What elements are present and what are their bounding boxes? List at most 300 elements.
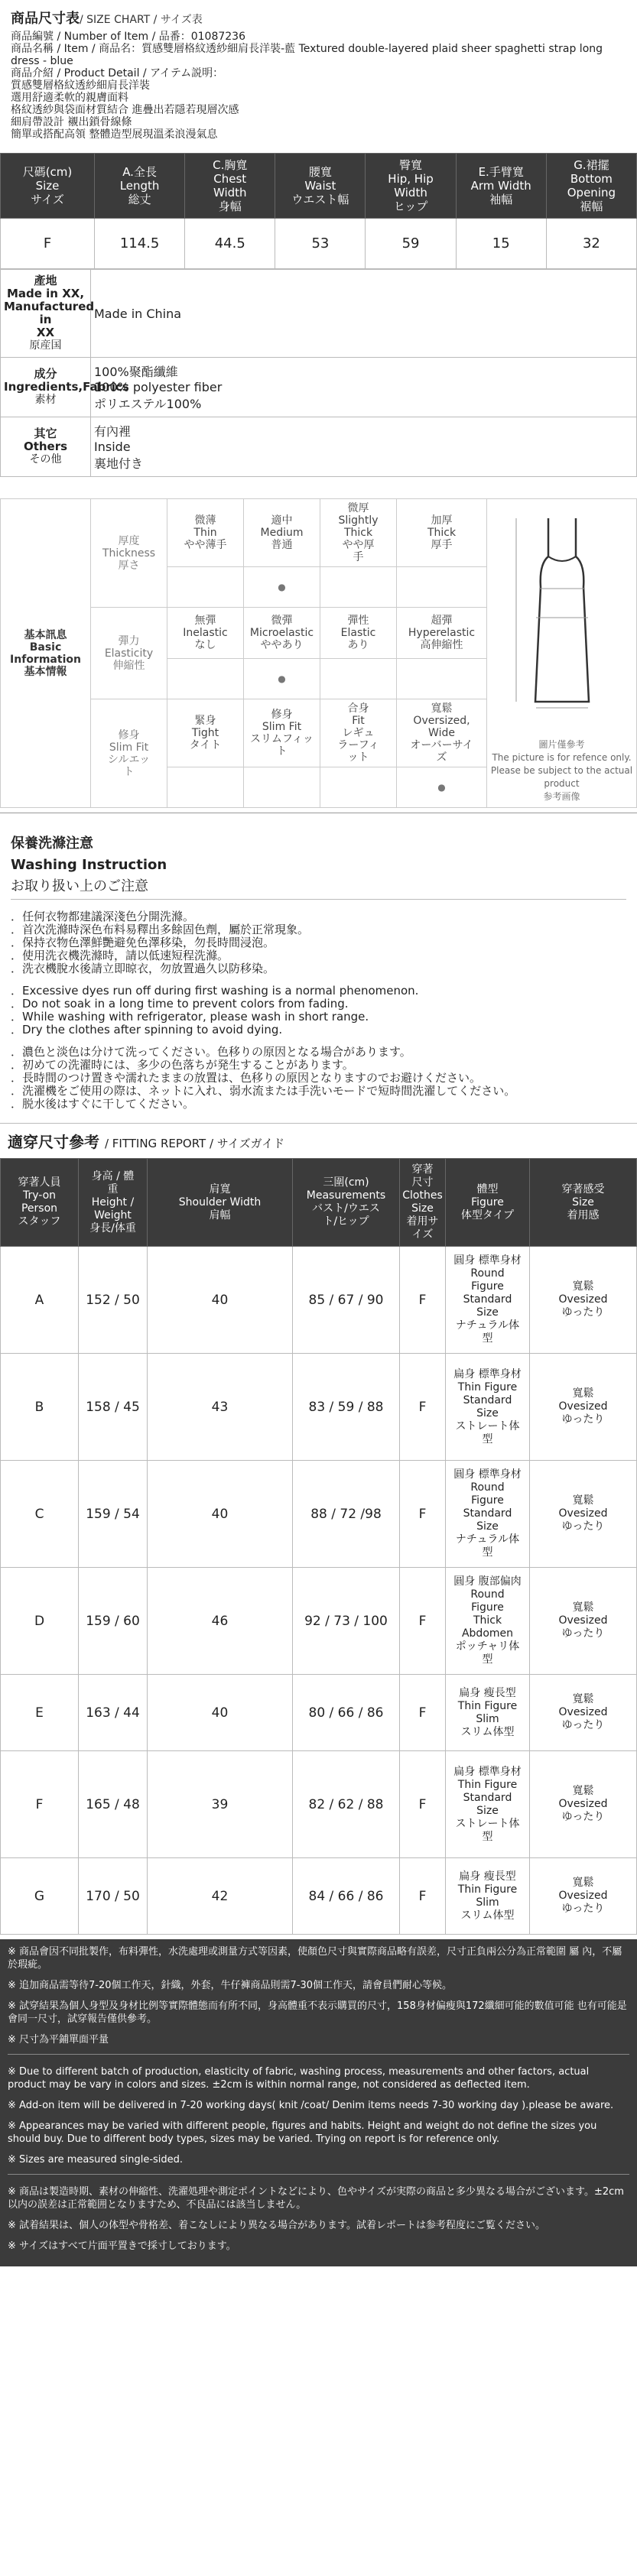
basic-dot-cell (167, 659, 244, 699)
text-line: G.裙擺 (574, 158, 609, 172)
text-line: 基本情報 (24, 665, 67, 678)
size-header-cell (1, 154, 95, 219)
detail-value (91, 358, 637, 417)
text-line: ット (347, 751, 369, 764)
text-line: Figure (471, 1280, 504, 1293)
basic-option (320, 699, 397, 767)
fitting-measure: 88 / 72 /98 (293, 1461, 400, 1568)
basic-option (397, 608, 487, 659)
text-line: product (544, 778, 580, 789)
text-line: Inelastic (183, 627, 228, 639)
fitting-row (1, 1354, 637, 1461)
text-line: 三圍(cm) (323, 1176, 369, 1189)
text-line: 寬鬆 (572, 1693, 594, 1705)
size-value-cell: 53 (275, 219, 366, 269)
dress-diagram-icon (501, 503, 623, 732)
text-line: A.全長 (122, 165, 157, 179)
size-header-cell (185, 154, 275, 219)
text-line: 身長/体重 (89, 1221, 136, 1234)
text-line: Arm Width (470, 179, 531, 193)
fitting-header-cell (446, 1159, 530, 1247)
text-line: 寬鬆 (431, 702, 453, 715)
text-line: 型 (482, 1546, 493, 1559)
note-line: ※ Appearances may be varied with different people, figures and habits. Height and weight do not define the sizes you should buy. Due to different body types, sizes may be varied. Trying on report is for reference only. (8, 2120, 597, 2145)
note-line: ※ 尺寸為平鋪單面平量 (8, 2034, 109, 2046)
size-value-cell: F (1, 219, 95, 269)
text-line: ナチュラル体 (455, 1319, 520, 1332)
detail-key-line: 成分 (34, 367, 57, 381)
detail-value (91, 417, 637, 477)
text-line: 高伸縮性 (420, 639, 463, 651)
note-line: ※ 試着結果は、個人の体型や骨格差、着こなしにより異なる場合があります。試着レポートは参考程度にご覧ください。 (8, 2220, 545, 2231)
fitting-shoulder: 39 (148, 1751, 293, 1858)
basic-option (397, 499, 487, 567)
fitting-feel (530, 1858, 637, 1935)
fitting-measure: 83 / 59 / 88 (293, 1354, 400, 1461)
text-line: Abdomen (461, 1627, 514, 1640)
basic-option (244, 499, 320, 567)
text-line: 圓身 標準身材 (453, 1468, 522, 1481)
text-line: 厚手 (431, 539, 453, 551)
detail-key-line: XX (36, 326, 55, 339)
detail-key (1, 270, 95, 358)
fitting-hw: 159 / 60 (79, 1568, 148, 1675)
text-line: ポッチャリ体 (455, 1640, 520, 1653)
selected-dot-icon: ● (278, 582, 286, 592)
fitting-feel (530, 1568, 637, 1675)
detail-key-line: Made in XX, (6, 287, 85, 300)
basic-option (167, 499, 244, 567)
detail-key (1, 358, 129, 417)
text-line: スリム体型 (460, 1725, 515, 1738)
size-value-cell: 15 (456, 219, 546, 269)
detail-key-line: その他 (29, 453, 62, 466)
fitting-size: F (400, 1751, 446, 1858)
notes-en (8, 2065, 629, 2166)
text-line: 有內裡 (94, 424, 132, 439)
text-line: 体型タイプ (460, 1209, 515, 1221)
text-line: 選用舒適柔軟的親膚面料 (11, 92, 128, 104)
text-line: 圓身 標準身材 (453, 1254, 522, 1267)
text-line: Basic (29, 641, 62, 654)
text-line: 型 (482, 1653, 493, 1666)
basic-dot-cell (167, 767, 244, 808)
selected-dot-icon: ● (278, 673, 286, 684)
washing-line: ．洗濯機をご使用の際は、ネットに入れ、弱水流または手洗いモードで短時間洗濯してください。 (11, 1084, 516, 1098)
fitting-hw: 158 / 45 (79, 1354, 148, 1461)
text-line: バスト/ウエス (312, 1202, 380, 1215)
text-line: やや薄手 (184, 539, 227, 551)
note-line: ※ 試穿結果為個人身型及身材比例等實際體態而有所不同，身高體重不表示購買的尺寸，158身材偏瘦與172纖細可能的數值可能 也有可能是會同一尺寸，試穿報告僅供參考。 (8, 2000, 627, 2025)
text-line: 寬鬆 (572, 1601, 594, 1614)
fitting-row (1, 1858, 637, 1935)
detail-row (1, 270, 637, 358)
basic-dot-cell (244, 659, 320, 699)
basic-option (244, 608, 320, 659)
text-line: ズ (436, 751, 447, 764)
fitting-measure: 82 / 62 / 88 (293, 1751, 400, 1858)
fitting-row (1, 1461, 637, 1568)
fitting-person: C (1, 1461, 79, 1568)
fitting-size: F (400, 1247, 446, 1354)
basic-option (167, 699, 244, 767)
detail-row (1, 417, 637, 477)
product-info (0, 31, 637, 147)
notes-jp (8, 2185, 629, 2253)
fitting-hw: 152 / 50 (79, 1247, 148, 1354)
detail-row (1, 358, 637, 417)
basic-dot-cell (397, 767, 487, 808)
text-line: 普通 (271, 539, 293, 551)
fitting-row (1, 1751, 637, 1858)
text-line: 100%聚酯纖維 (94, 365, 178, 379)
text-line: 手 (353, 551, 364, 563)
notes-panel (0, 1939, 637, 2266)
text-line: 質感雙層格紋透紗細肩長洋裝 (11, 79, 150, 92)
text-line: Waist (304, 179, 336, 193)
size-header-cell (275, 154, 366, 219)
text-line: 商品名稱 / Item / 商品名：質感雙層格紋透紗細肩長洋裝-藍 Textured double-layered plaid sheer spaghetti strap long dress - blue (11, 43, 603, 67)
text-line: ゆったり (561, 1520, 605, 1533)
size-header-cell (546, 154, 636, 219)
text-line: 基本訊息 (24, 628, 67, 641)
fitting-row (1, 1675, 637, 1751)
text-line: ヒップ (393, 200, 428, 213)
fitting-shape (446, 1568, 530, 1675)
fitting-row (1, 1247, 637, 1354)
text-line: 加厚 (431, 514, 453, 527)
text-line: 超彈 (431, 615, 453, 627)
dress-image (487, 499, 637, 808)
basic-dot-cell (167, 567, 244, 608)
fitting-hw: 170 / 50 (79, 1858, 148, 1935)
fitting-measure: 85 / 67 / 90 (293, 1247, 400, 1354)
text-line: スタッフ (18, 1215, 61, 1228)
text-line: ゆったり (561, 1413, 605, 1426)
text-line: 型 (482, 1830, 493, 1843)
fitting-shape (446, 1858, 530, 1935)
text-line: 裏地付き (94, 456, 144, 471)
basic-row-label (91, 699, 167, 808)
text-line: 穿著 (411, 1163, 434, 1176)
fitting-header-cell (1, 1159, 79, 1247)
text-line: Slim Fit (109, 741, 149, 754)
washing-line: ．保持衣物色澤鮮艷避免色澤移染，勿長時間浸泡。 (11, 936, 275, 949)
text-line: 寬鬆 (572, 1877, 594, 1889)
basic-info-table (0, 498, 637, 808)
text-line: シルエッ (107, 753, 151, 766)
text-line: 裾幅 (580, 200, 603, 213)
text-line: スリムフィッ (250, 733, 314, 745)
note-line: ※ Due to different batch of production, elasticity of fabric, washing process, measurements and other factors, actual product may be vary in colors and sizes. ±2cm is within normal range, not considered as deflected item. (8, 2066, 590, 2091)
text-line: Clothes (402, 1189, 443, 1202)
text-line: オーバーサイ (410, 739, 473, 751)
text-line: スリム体型 (460, 1909, 515, 1922)
text-line: 體型 (476, 1183, 499, 1196)
washing-line: ．長時間のつけ置きや濡れたままの放置は、色移りの原因となりますのでお避けください。 (11, 1071, 482, 1085)
text-line: 簡單或搭配高領 整體造型展現溫柔浪漫氣息 (11, 128, 218, 141)
text-line: Round (470, 1481, 505, 1494)
text-line: E.手臂寬 (478, 165, 524, 179)
text-line: Thick (427, 527, 457, 539)
detail-key-line: Ingredients,Fabrics (4, 380, 129, 394)
washing-title-en: Washing Instruction (11, 857, 167, 873)
text-line: Figure (471, 1601, 504, 1614)
text-line: 着用サ (406, 1215, 439, 1228)
text-line: ゆったり (561, 1306, 605, 1319)
washing-line: ．While washing with refrigerator, please wash in short range. (11, 1010, 369, 1024)
washing-jp (11, 1046, 626, 1111)
text-line: 細肩帶設計 襯出鎖骨線條 (11, 116, 132, 128)
text-line: ゆったり (561, 1627, 605, 1640)
basic-option (397, 699, 487, 767)
detail-key-line: 原産国 (29, 339, 62, 352)
basic-option (167, 608, 244, 659)
text-line: Try-on (22, 1189, 57, 1202)
text-line: 圓身 腹部偏肉 (453, 1575, 522, 1588)
fitting-hw: 159 / 54 (79, 1461, 148, 1568)
basic-option-row (1, 499, 637, 567)
text-line: Thin Figure (457, 1778, 518, 1791)
text-line: 穿著人員 (18, 1176, 61, 1189)
fitting-header-cell (400, 1159, 446, 1247)
text-line: ゆったり (561, 1719, 605, 1731)
size-header-cell (456, 154, 546, 219)
fitting-person: E (1, 1675, 79, 1751)
fitting-measure: 92 / 73 / 100 (293, 1568, 400, 1675)
size-value-cell: 114.5 (95, 219, 185, 269)
text-line: 商品編號 / Number of Item / 品番：01087236 (11, 31, 245, 43)
text-line: 修身 (271, 709, 293, 721)
text-line: Ovesized (558, 1400, 608, 1413)
text-line: Width (213, 186, 247, 200)
washing-title-jp: お取り扱い上のご注意 (11, 878, 148, 894)
text-line: Oversized, (413, 715, 470, 727)
text-line: 身幅 (218, 200, 242, 213)
text-line: 肩幅 (209, 1209, 231, 1221)
basic-dot-cell (320, 659, 397, 699)
text-line: なし (194, 639, 216, 651)
size-value-cell: 32 (546, 219, 636, 269)
text-line: Ovesized (558, 1890, 608, 1902)
text-line: Ovesized (558, 1614, 608, 1627)
text-line: 合身 (347, 702, 369, 715)
size-table (0, 153, 637, 269)
text-line: 総丈 (128, 193, 151, 206)
text-line: Figure (471, 1196, 504, 1209)
text-line: Thin Figure (457, 1883, 518, 1896)
text-line: 彈性 (347, 615, 369, 627)
text-line: やや厚 (342, 539, 375, 551)
washing-line: ．濃色と淡色は分けて洗ってください。色移りの原因となる場合があります。 (11, 1045, 411, 1059)
text-line: 扁身 瘦長型 (459, 1686, 516, 1699)
washing-line: ．Do not soak in a long time to prevent colors from fading. (11, 997, 349, 1011)
fitting-size: F (400, 1675, 446, 1751)
text-line: Thin Figure (457, 1380, 518, 1393)
size-value-cell: 44.5 (185, 219, 275, 269)
fitting-hw: 165 / 48 (79, 1751, 148, 1858)
text-line: 寬鬆 (572, 1280, 594, 1293)
text-line: 厚さ (118, 559, 140, 572)
size-chart-header (0, 0, 637, 147)
size-chart-title: 商品尺寸表/ SIZE CHART / サイズ表 (11, 11, 203, 27)
basic-dot-cell (244, 767, 320, 808)
text-line: 尺碼(cm) (22, 165, 73, 179)
text-line: ややあり (260, 639, 304, 651)
basic-option (320, 499, 397, 567)
text-line: ト (123, 765, 135, 778)
text-line: ウエスト幅 (291, 193, 349, 206)
text-line: Thickness (102, 547, 156, 560)
basic-info-title (1, 499, 91, 808)
text-line: Ovesized (558, 1293, 608, 1306)
text-line: Wide (428, 727, 455, 739)
fitting-shoulder: 43 (148, 1354, 293, 1461)
fitting-shape (446, 1247, 530, 1354)
text-line: タイト (189, 739, 222, 751)
text-line: ゆったり (561, 1903, 605, 1915)
text-line: 穿著感受 (561, 1183, 605, 1196)
text-line: 微彈 (271, 615, 293, 627)
text-line: Size (476, 1804, 499, 1817)
fitting-person: G (1, 1858, 79, 1935)
fitting-feel (530, 1247, 637, 1354)
text-line: Ovesized (558, 1798, 608, 1810)
text-line: 寬鬆 (572, 1785, 594, 1797)
text-line: C.胸寬 (213, 158, 248, 172)
text-line: Ovesized (558, 1706, 608, 1718)
text-line: Tight (191, 727, 219, 739)
detail-table (0, 269, 637, 477)
note-line: ※ 商品は製造時期、素材の伸縮性、洗濯処理や測定ポイントなどにより、色やサイズが実際の商品と多少異なる場合がございます。±2cm以内の誤差は正常範囲となりますため、不良品には該当しません。 (8, 2186, 624, 2211)
text-line: 無彈 (194, 615, 216, 627)
text-line: ストレート体 (455, 1419, 520, 1432)
detail-value (91, 270, 637, 358)
fitting-header-cell (293, 1159, 400, 1247)
text-line: Size (476, 1520, 499, 1533)
fitting-header-cell (148, 1159, 293, 1247)
text-line: サイズ (31, 193, 64, 206)
fitting-shape (446, 1751, 530, 1858)
text-line: ナチュラル体 (455, 1533, 520, 1546)
washing-line: ．首次洗滌時深色布料易釋出多餘固色劑，屬於正常現象。 (11, 923, 310, 936)
washing-line: ．Excessive dyes run off during first washing is a normal phenomenon. (11, 984, 419, 998)
size-value-cell: 59 (366, 219, 456, 269)
fitting-shape (446, 1461, 530, 1568)
text-line: Standard (463, 1293, 512, 1306)
text-line: Bottom (570, 172, 613, 186)
washing-title-zh: 保養洗滌注意 (11, 835, 93, 852)
dress-note (489, 735, 635, 803)
text-line: Chest (213, 172, 247, 186)
washing-line: ．洗衣機脫水後請立即晾衣，勿放置過久以防移染。 (11, 962, 275, 975)
text-line: イズ (411, 1228, 434, 1241)
note-line: ※ 商品會因不同批製作，布料彈性，水洗處理或測量方式等因素，使顏色尺寸與實際商品略有誤差，尺寸正負兩公分為正常範圍 屬 內，不屬於瑕疵。 (8, 1946, 622, 1971)
text-line: 袖幅 (489, 193, 513, 206)
text-line: ラーフィ (337, 739, 379, 751)
detail-key-line: 素材 (34, 394, 57, 406)
text-line: ト (276, 745, 288, 758)
note-line: ※ Sizes are measured single-sided. (8, 2154, 184, 2166)
washing-line: ．脱水後はすぐに干してください。 (11, 1097, 195, 1111)
text-line: 微厚 (347, 502, 369, 514)
basic-dot-cell (320, 567, 397, 608)
text-line: Size (411, 1202, 434, 1215)
text-line: ストレート体 (455, 1817, 520, 1830)
detail-key-line: 產地 (34, 274, 57, 287)
text-line: Medium (260, 527, 304, 539)
text-line: Size (572, 1196, 594, 1209)
fitting-size: F (400, 1354, 446, 1461)
text-line: 型 (482, 1432, 493, 1445)
text-line: Thick (473, 1614, 502, 1627)
text-line: 寬鬆 (572, 1387, 594, 1400)
fitting-hw: 163 / 44 (79, 1675, 148, 1751)
text-line: Thin Figure (457, 1699, 518, 1712)
fitting-size: F (400, 1858, 446, 1935)
fitting-person: A (1, 1247, 79, 1354)
text-line: 微薄 (194, 514, 216, 527)
text-line: Thin (193, 527, 217, 539)
note-line: ※ 追加商品需等待7-20個工作天，針織，外套，牛仔褲商品則需7-30個工作天，請會員們耐心等候。 (8, 1980, 453, 1991)
text-line: Slim Fit (262, 721, 302, 733)
basic-dot-cell (320, 767, 397, 808)
notes-zh (8, 1945, 629, 2046)
basic-option (320, 608, 397, 659)
fitting-shoulder: 46 (148, 1568, 293, 1675)
text-line: 緊身 (194, 715, 216, 727)
text-line: Slightly (338, 514, 379, 527)
fitting-shape (446, 1354, 530, 1461)
text-line: 扁身 瘦長型 (459, 1870, 516, 1883)
text-line: ゆったり (561, 1811, 605, 1823)
washing-line: ．使用洗衣機洗滌時，請以低速短程洗滌。 (11, 949, 229, 962)
text-line: あり (347, 639, 369, 651)
basic-dot-cell (397, 659, 487, 699)
washing-en (11, 985, 626, 1037)
text-line: 尺寸 (411, 1176, 434, 1189)
text-line: 寬鬆 (572, 1494, 594, 1507)
text-line: Microelastic (249, 627, 314, 639)
text-line: Measurements (306, 1189, 386, 1202)
fitting-feel (530, 1675, 637, 1751)
washing-zh (11, 910, 626, 975)
text-line: Hyperelastic (408, 627, 476, 639)
note-line: ※ Add-on item will be delivered in 7-20 working days( knit /coat/ Denim items needs 7-30 working day ).please be aware. (8, 2100, 614, 2111)
text-line: Size (476, 1406, 499, 1419)
fitting-feel (530, 1461, 637, 1568)
fitting-table (0, 1158, 637, 1935)
fitting-measure: 84 / 66 / 86 (293, 1858, 400, 1935)
note-line: ※ サイズはすべて片面平置きで採寸しております。 (8, 2240, 236, 2252)
basic-row-label (91, 608, 167, 699)
washing-instructions (0, 813, 637, 1117)
text-line: Round (470, 1267, 505, 1280)
text-line: Width (394, 186, 427, 200)
text-line: 身高 / 體 (91, 1170, 135, 1183)
fitting-person: F (1, 1751, 79, 1858)
fitting-measure: 80 / 66 / 86 (293, 1675, 400, 1751)
text-line: レギュ (342, 727, 375, 739)
text-line: Information (10, 653, 81, 666)
text-line: 格紋透紗與袋面材質結合 進疊出若隱若現層次感 (11, 104, 239, 116)
fitting-header-cell (79, 1159, 148, 1247)
text-line: 型 (482, 1332, 493, 1345)
detail-key-line: Others (23, 440, 68, 453)
text-line: Opening (567, 186, 616, 200)
fitting-feel (530, 1354, 637, 1461)
text-line: ト/ヒップ (323, 1215, 369, 1228)
